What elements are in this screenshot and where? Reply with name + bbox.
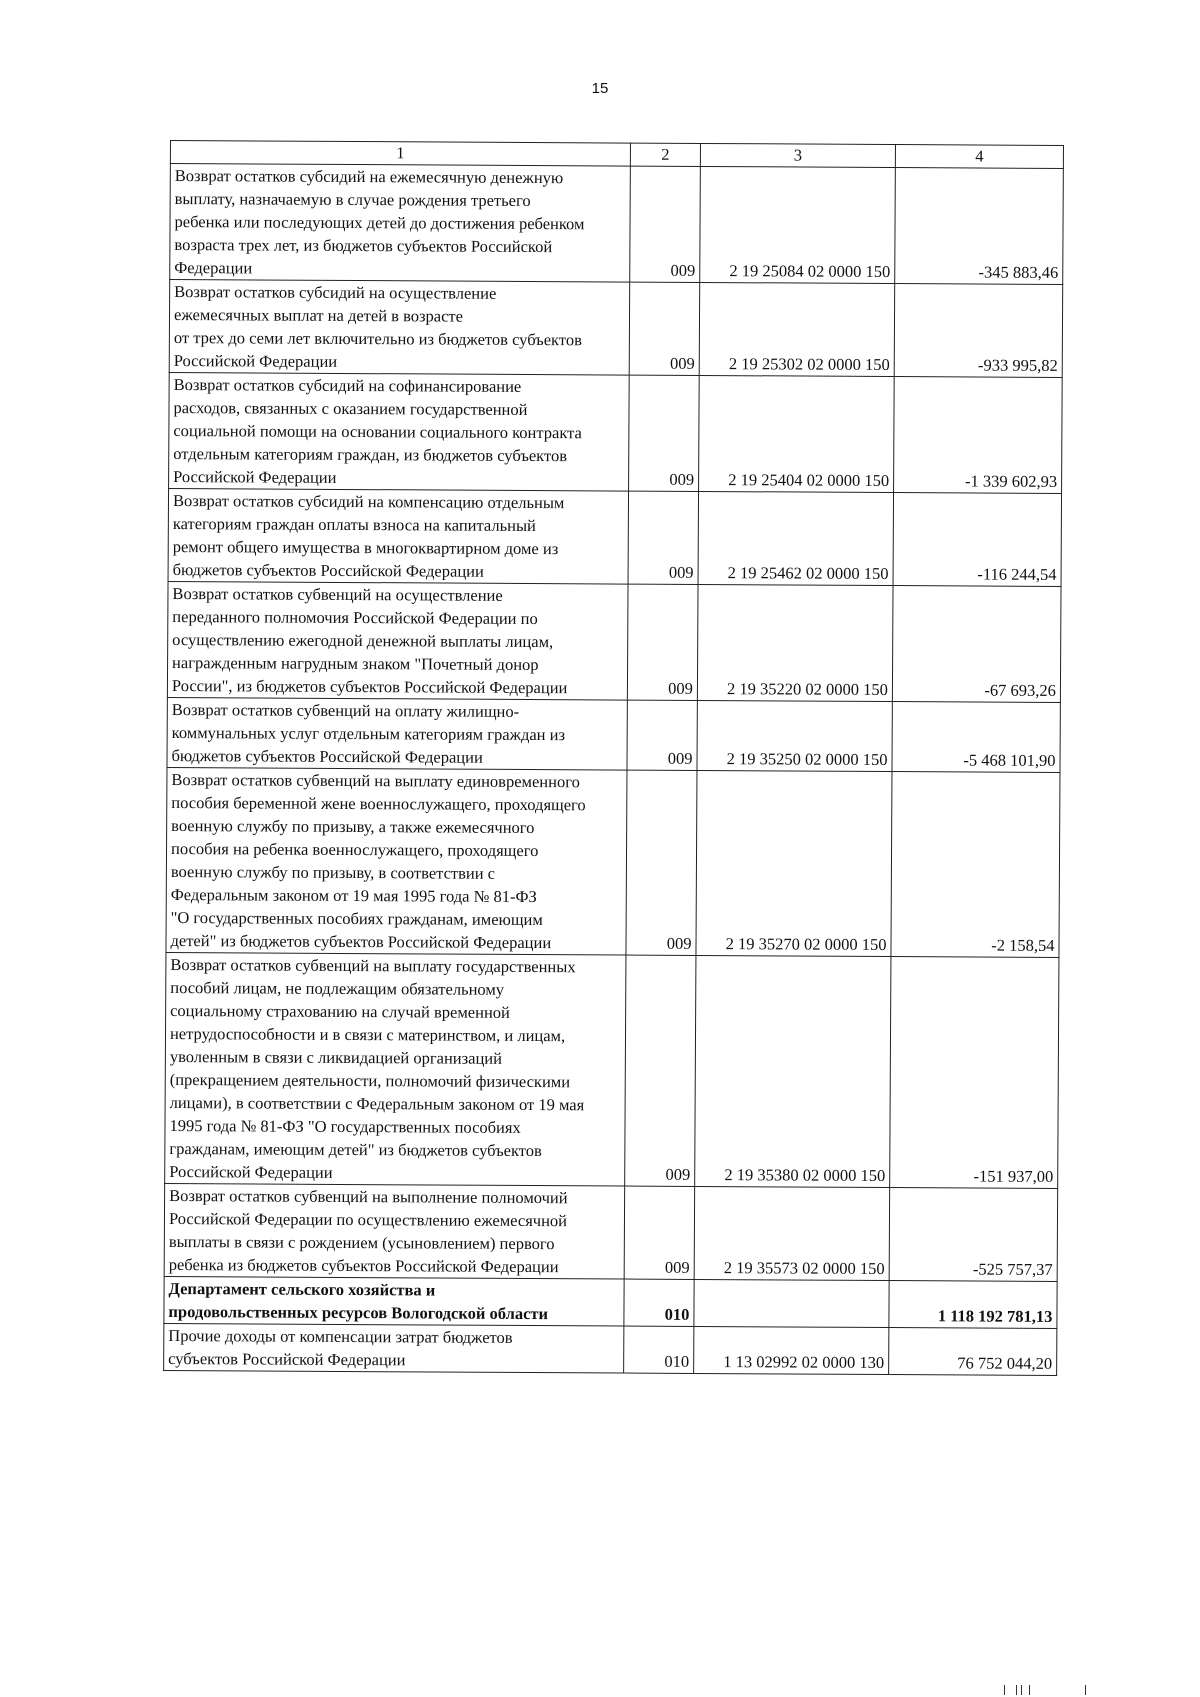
row-name: Возврат остатков субвенций на выплату государственных пособий лицам, не подлежащим обязательному социальному страхованию на случай временной нетрудоспособности и в связи с материнством, и лицам, уволенным в связи с ликвидацией организаций (прекращением деятельности, полномочий физическими лицами), в соответствии с Федеральным законом от 19 мая 1995 года № 81-ФЗ "О государственных пособиях гражданам, имеющим детей" из бюджетов субъектов Российской Федерации [169,955,585,1182]
row-amount: -345 883,46 [978,262,1059,282]
scan-mark [1021,1685,1022,1695]
row-budget-code: 1 13 02992 02 0000 130 [723,1352,885,1373]
row-name-cell [167,697,627,770]
row-budget-code: 2 19 25462 02 0000 150 [727,563,889,584]
row-admin-code: 009 [664,1257,690,1277]
row-name-cell [167,581,628,700]
row-name-cell [170,164,631,283]
row-budget-code-cell [697,584,893,701]
table-row [168,488,1062,586]
row-admin-code-cell [629,375,700,491]
table-row [167,697,1060,772]
row-name: Прочие доходы от компенсации затрат бюджетов субъектов Российской Федерации [168,1326,513,1370]
row-name-cell [164,1183,625,1279]
row-name: Департамент сельского хозяйства и продовольственных ресурсов Вологодской области [168,1279,549,1324]
row-amount-cell [889,1328,1057,1376]
row-amount-cell [892,702,1060,773]
row-amount: -933 995,82 [977,355,1058,375]
row-amount-cell [895,168,1064,285]
row-budget-code: 2 19 35270 02 0000 150 [725,934,887,955]
row-name: Возврат остатков субсидий на осуществление ежемесячных выплат на детей в возрасте от трех до семи лет включительно из бюджетов субъектов Российской Федерации [173,282,582,371]
header-col-1: 1 [170,141,630,167]
row-name: Возврат остатков субвенций на выполнение полномочий Российской Федерации по осуществлению ежемесячной выплаты в связи с рождением (усыновлением) первого ребенка из бюджетов субъектов Российской Федерации [168,1186,568,1277]
row-budget-code: 2 19 25302 02 0000 150 [728,354,890,375]
row-admin-code: 010 [664,1304,690,1324]
row-admin-code-cell [630,166,701,282]
row-name-cell [165,952,626,1186]
row-admin-code-cell [625,955,696,1186]
row-amount-cell [890,957,1059,1189]
row-name: Возврат остатков субвенций на выплату единовременного пособия беременной жене военнослужащего, проходящего военную службу по призыву, а также ежемесячного пособия на ребенка военнослужащего, проходящего военную службу по призыву, в соответствии с Федеральным законом от 19 мая 1995 года № 81-ФЗ "О государственных пособиях гражданам, имеющим детей" из бюджетов субъектов Российской Федерации [170,770,586,953]
table-row [166,767,1060,957]
table-row [170,164,1064,285]
table-row [169,280,1063,378]
row-admin-code: 009 [670,260,696,280]
row-admin-code-cell [627,584,698,700]
row-admin-code: 010 [664,1351,690,1371]
row-admin-code-cell [628,491,699,584]
scan-mark [1085,1685,1086,1695]
scan-mark [1029,1685,1030,1695]
row-name: Возврат остатков субвенций на оплату жилищно- коммунальных услуг отдельным категориям граждан из бюджетов субъектов Российской Федерации [171,700,566,767]
row-budget-code: 2 19 35573 02 0000 150 [723,1258,885,1279]
row-admin-code-cell [627,700,697,770]
row-amount: -5 468 101,90 [963,750,1056,770]
page-number: 15 [591,80,609,97]
row-budget-code: 2 19 35250 02 0000 150 [726,749,888,770]
row-name-cell [168,488,629,584]
row-admin-code-cell [624,1326,694,1373]
row-amount: -2 158,54 [991,935,1055,955]
table-row [169,372,1063,493]
row-admin-code: 009 [668,678,693,698]
row-budget-code-cell [694,1326,889,1374]
row-amount: 1 118 192 781,13 [937,1306,1053,1326]
row-amount-cell [889,1188,1058,1282]
table-row [165,952,1059,1188]
row-admin-code: 009 [668,562,694,582]
row-admin-code: 009 [665,1164,691,1184]
table-row [164,1276,1057,1328]
table-body [164,141,1064,1376]
row-amount-cell [889,1281,1057,1329]
row-budget-code: 2 19 35220 02 0000 150 [727,679,888,700]
row-name-cell [169,280,630,376]
row-name: Возврат остатков субсидий на софинансирование расходов, связанных с оказанием государственной социальной помощи на основании социального контракта отдельным категориям граждан, из бюджетов субъектов Российской Федерации [173,375,582,487]
row-name-cell [166,767,627,955]
row-admin-code: 009 [669,353,695,373]
header-col-3: 3 [700,143,895,167]
row-budget-code-cell [694,1279,889,1327]
row-budget-code-cell [697,700,892,771]
row-name: Возврат остатков субвенций на осуществление переданного полномочия Российской Федерации по осуществлению ежегодной денежной выплаты лицам, награжденным нагрудным знаком "Почетный донор России", из бюджетов субъектов Российской Федерации [171,584,568,698]
row-budget-code-cell [699,375,895,492]
header-col-4: 4 [895,145,1063,169]
scan-mark [1004,1685,1005,1695]
row-amount: -1 339 602,93 [964,471,1058,491]
table-row [164,1183,1058,1281]
row-name-cell [164,1323,624,1373]
row-budget-code-cell [700,166,896,283]
table-row [167,581,1061,702]
row-amount: -67 693,26 [984,680,1056,700]
row-amount: 76 752 044,20 [957,1353,1053,1373]
row-admin-code-cell [629,282,700,375]
row-name: Возврат остатков субсидий на компенсацию отдельным категориям граждан оплаты взноса на капитальный ремонт общего имущества в многоквартирном доме из бюджетов субъектов Российской Федерации [172,491,565,581]
row-name-cell [164,1276,624,1326]
header-col-2: 2 [630,143,700,166]
row-budget-code-cell [699,282,895,376]
scan-mark [1016,1685,1017,1695]
row-budget-code: 2 19 25084 02 0000 150 [729,261,891,282]
row-budget-code: 2 19 35380 02 0000 150 [724,1165,886,1186]
row-budget-code-cell [694,1186,890,1280]
row-admin-code: 009 [669,469,695,489]
row-admin-code: 009 [667,748,693,768]
row-amount-cell [891,772,1060,958]
row-admin-code-cell [626,770,697,955]
row-amount: -525 757,37 [972,1259,1053,1279]
row-budget-code-cell [696,770,892,956]
budget-table [163,140,1064,1376]
row-amount: -116 244,54 [977,564,1057,584]
row-budget-code: 2 19 25404 02 0000 150 [728,470,890,491]
row-admin-code-cell [624,1186,695,1279]
row-admin-code: 009 [666,933,692,953]
row-amount-cell [894,377,1063,494]
row-amount-cell [894,284,1063,378]
table-row [164,1323,1057,1375]
row-amount-cell [893,493,1062,587]
row-budget-code-cell [698,491,894,585]
row-budget-code-cell [695,955,891,1187]
row-name-cell [169,372,630,491]
row-amount: -151 937,00 [973,1166,1054,1186]
row-amount-cell [892,586,1061,703]
row-name: Возврат остатков субсидий на ежемесячную денежную выплату, назначаемую в случае рождения третьего ребенка или последующих детей до достижения ребенком возраста трех лет, из бюджетов субъектов Российской Федерации [174,166,585,278]
row-admin-code-cell [624,1279,694,1326]
